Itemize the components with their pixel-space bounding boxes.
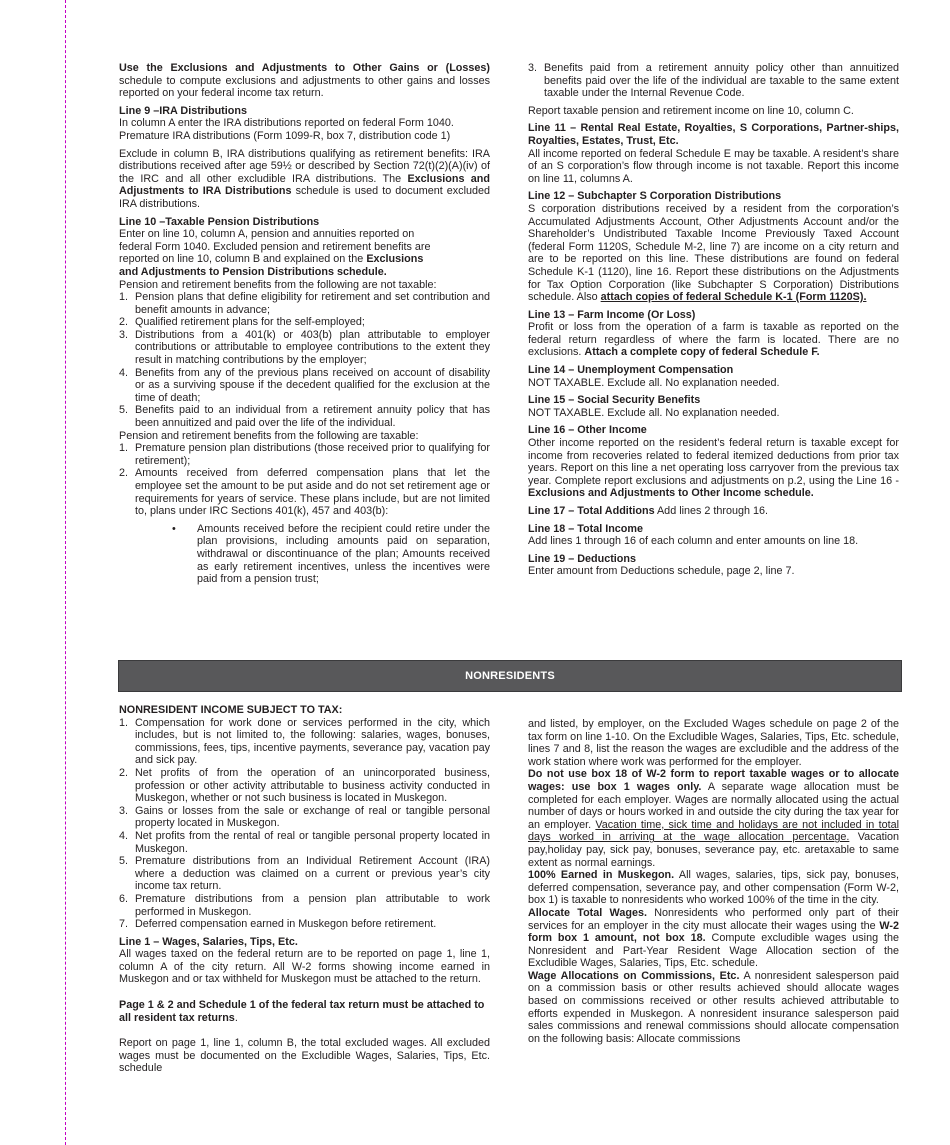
list-item: [119, 316, 490, 329]
list-text: Net profits of from the operation of an unincorporated business, profession or other activity attributable to business activity conducted in Muskegon, whether or not such business is located in Muskegon.: [135, 766, 490, 805]
bullet-text: Amounts received before the recipient could retire under the plan provisions, including amounts paid on separation, withdrawal or discontinuance of the plan; Amounts received as early retirement incentives, unless the incentives were paid from a pension trust;: [197, 522, 490, 586]
list-text: Deferred compensation earned in Muskegon before retirement.: [135, 918, 437, 931]
list-text: Distributions from a 401(k) or 403(b) plan attributable to employer contributions or attributable to employee contributions to the extent they result in matching contributions by the employer;: [135, 328, 490, 367]
list-number: 4.: [119, 829, 129, 842]
list-item: [119, 442, 490, 467]
commissions-paragraph: [528, 970, 899, 1046]
box18-bold: Do not use box 18 of W-2 form to report taxable wages or to allocate wages: use box 1 wages only.: [528, 768, 899, 793]
list-number: 3.: [528, 62, 538, 74]
box18-underline: Vacation time, sick time and holidays are not included in total days worked in arriving at the wage allocation percentage.: [528, 818, 899, 844]
list-item: [528, 62, 899, 100]
allocate-wages-text-b: Compute excludible wages using the Nonresident and Part-Year Resident Wage Allocation section of the Excludible Wages, Salaries, Tips, Etc. schedule.: [528, 932, 899, 970]
attach-note-period: .: [234, 1011, 238, 1024]
allocate-wages-text-a: Nonresidents who performed only part of their services for an employer in the city must allocate their wages using the: [528, 906, 899, 932]
list-item: [119, 291, 490, 316]
line18-heading: Line 18 – Total Income: [528, 522, 643, 535]
list-item: [119, 855, 490, 893]
line13-attach: Attach a complete copy of federal Schedule F.: [584, 346, 820, 359]
list-text: Amounts received from deferred compensation plans that let the employee set the amount to be put aside and do not set retirement age or requirements for years of service. These plans include, but are not limited to, plans under IRC Sections 401(k), 457 and 403(b):: [135, 467, 490, 518]
line16-heading: Line 16 – Other Income: [528, 424, 647, 437]
list-number: 6.: [119, 892, 129, 905]
line10-text-1d-bold: and Adjustments to Pension Distributions schedule.: [119, 265, 387, 278]
list-text: Compensation for work done or services performed in the city, which includes, but is not limited to, the following: salaries, wages, bonuses, commissions, fees, tips, incentive payments, severance pay, vacation pay and sick pay.: [135, 716, 490, 767]
line15-text: NOT TAXABLE. Exclude all. No explanation needed.: [528, 406, 780, 419]
line10-heading: Line 10 –Taxable Pension Distributions: [119, 215, 320, 228]
not-taxable-intro: Pension and retirement benefits from the following are not taxable:: [119, 278, 437, 291]
bottom-right-column: [528, 718, 899, 1045]
taxable-intro: Pension and retirement benefits from the following are taxable:: [119, 429, 419, 442]
list-item: [119, 717, 490, 767]
earned-100-paragraph: [528, 869, 899, 907]
line12-body: S corporation distributions received by a resident from the corporation’s Accumulated Adjustments Account, Other Adjustments Account and/or the Shareholder’s Undistributed Taxable Income Previously Taxed Account (federal Form 1120S, Schedule M-2, line 7) are income on a city return and are to be reported on this line. These distributions are found on federal Schedule K-1 (1120), line 16. Report these distributions on the Adjustments for Tax Option Corporation (like Subchapter S Corporation) Distributions schedule. Also: [528, 202, 899, 304]
list-text: Pension plans that define eligibility for retirement and set contribution and benefit amounts in advance;: [135, 291, 490, 316]
allocate-wages-bold: Allocate Total Wages.: [528, 906, 647, 919]
line10-text-1d: [119, 266, 490, 279]
bullet-item: [172, 522, 490, 586]
line19-heading: Line 19 – Deductions: [528, 552, 636, 565]
bottom-left-column: [119, 704, 490, 1075]
nonresident-income-list: [119, 717, 490, 931]
line9-text-2b: schedule is used to document excluded IRA distributions.: [119, 185, 490, 210]
intro-text: schedule to compute exclusions and adjustments to other gains and losses reported on your federal income tax return.: [119, 74, 490, 100]
line12-heading: Line 12 – Subchapter S Corporation Distributions: [528, 190, 782, 203]
line11-heading: Line 11 – Rental Real Estate, Royalties, S Corporations, Partner-ships, Royalties, Estates, Trust, Etc.: [528, 122, 899, 147]
line10-text-1b: federal Form 1040. Excluded pension and retirement benefits are: [119, 240, 431, 253]
attach-note: [119, 999, 490, 1024]
list-text: Benefits paid from a retirement annuity policy other than annuitized benefits paid over the life of the individual are taxable to the same extent taxable under the Internal Revenue Code.: [544, 62, 899, 100]
margin-guide-line: [65, 0, 66, 1145]
line10-text-1c-span: reported on line 10, column B and explained on the: [119, 253, 367, 266]
list-item: [119, 367, 490, 405]
top-left-column: [119, 62, 490, 586]
list-number: 2.: [119, 766, 129, 779]
list-item: [119, 404, 490, 429]
line13-body: Profit or loss from the operation of a farm is taxable as reported on the federal return regardless of where the farm is located. There are no exclusions.: [528, 321, 899, 359]
line9-text-1a: In column A enter the IRA distributions reported on federal Form 1040.: [119, 117, 454, 130]
line1-heading: Line 1 – Wages, Salaries, Tips, Etc.: [119, 935, 298, 948]
list-text: Premature distributions from an Individual Retirement Account (IRA) where a deduction was claimed on a current or previous year’s city income tax return.: [135, 855, 490, 893]
list-item: [119, 805, 490, 830]
earned-100-bold: 100% Earned in Muskegon.: [528, 869, 675, 882]
list-item: [119, 918, 490, 931]
line13-heading: Line 13 – Farm Income (Or Loss): [528, 308, 696, 321]
bullet-mark: •: [172, 522, 176, 535]
line1-text: All wages taxed on the federal return are to be reported on page 1, line 1, column A of the city return. All W-2 forms showing income earned in Muskegon and or tax withheld for Muskegon must be attached to the return.: [119, 948, 490, 986]
list-number: 2.: [119, 316, 129, 329]
allocate-wages-paragraph: [528, 907, 899, 970]
report-excluded-text: Report on page 1, line 1, column B, the total excluded wages. All excluded wages must be documented on the Excludible Wages, Salaries, Tips, Etc. schedule: [119, 1037, 490, 1075]
line9-text-2: [119, 148, 490, 211]
line11-text: All income reported on federal Schedule E may be taxable. A resident’s share of an S corporation’s flow through income is not taxable. Report this income on line 11, columns A.: [528, 147, 899, 185]
line12-attach: attach copies of federal Schedule K-1 (Form 1120S).: [600, 291, 867, 304]
box18-paragraph: [528, 768, 899, 869]
line13-text: [528, 321, 899, 359]
list-number: 5.: [119, 404, 129, 417]
earned-100-text: All wages, salaries, tips, sick pay, bonuses, deferred compensation, severance pay, and other compensation (Form W-2, box 1) is taxable to nonresidents who worked 100% of the time in the city.: [528, 869, 900, 907]
line16-bold: Exclusions and Adjustments to Other Income schedule.: [528, 487, 814, 500]
list-number: 5.: [119, 855, 129, 868]
list-item: [119, 467, 490, 517]
line10-text-1a: Enter on line 10, column A, pension and annuities reported on: [119, 228, 415, 241]
list-number: 4.: [119, 366, 129, 379]
list-number: 3.: [119, 328, 129, 341]
commissions-bold: Wage Allocations on Commissions, Etc.: [528, 969, 740, 982]
line9-text-2a: Exclude in column B, IRA distributions qualifying as retirement benefits: IRA distributions received after age 59½ or described by Section 72(t)(2)(A)(iv) of the IRC and all other excludible IRA distributions. The: [119, 147, 490, 185]
list-item: [119, 329, 490, 367]
line14-heading: Line 14 – Unemployment Compensation: [528, 364, 734, 377]
line9-heading: Line 9 –IRA Distributions: [119, 104, 247, 117]
excluded-wages-text: and listed, by employer, on the Excluded Wages schedule on page 2 of the tax form on line 1-10. On the Excludible Wages, Salaries, Tips, Etc. schedule, lines 7 and 8, list the reason the wages are excludible and the address of the work station where work was performed for the employer.: [528, 718, 899, 768]
nonresidents-banner: NONRESIDENTS: [118, 660, 902, 692]
list-item: [119, 830, 490, 855]
box18-text-a: A separate wage allocation must be completed for each employer. Wages are normally allocated using the actual number of days or hours worked in and outside the city during the tax year for an employer.: [528, 780, 899, 831]
line14-text: NOT TAXABLE. Exclude all. No explanation needed.: [528, 376, 780, 389]
list-text: Benefits from any of the previous plans received on account of disability or as a surviving spouse if the decedent qualified for the exclusion at the time of death;: [135, 366, 490, 404]
taxable-list-continued: [528, 62, 899, 100]
list-text: Net profits from the rental of real or tangible personal property located in Muskegon.: [135, 829, 490, 855]
line16-body: Other income reported on the resident’s federal return is taxable except for income from recoveries related to federal itemized deductions from prior tax years. Report on this line a net operating loss carryover from the previous tax year. Complete report exclusions and adjustments on p.2, using the Line 16 -: [528, 437, 899, 487]
nonresident-income-heading: NONRESIDENT INCOME SUBJECT TO TAX:: [119, 704, 343, 716]
box18-text-b: Vacation pay,holiday pay, sick pay, bonuses, severance pay, etc. aretaxable to same extent as normal earnings.: [528, 831, 899, 869]
line19-text: Enter amount from Deductions schedule, page 2, line 7.: [528, 565, 795, 578]
list-number: 3.: [119, 804, 129, 817]
line10-text-1c: [119, 253, 490, 266]
list-item: [119, 893, 490, 918]
line9-text-1b: Premature IRA distributions (Form 1099-R, box 7, distribution code 1): [119, 129, 451, 142]
list-text: Premature pension plan distributions (those received prior to qualifying for retirement);: [135, 442, 490, 467]
top-right-column: [528, 62, 899, 578]
list-text: Gains or losses from the sale or exchange of real or tangible personal property located in Muskegon.: [135, 804, 490, 830]
line16-text: [528, 437, 899, 500]
list-text: Benefits paid to an individual from a retirement annuity policy that has been annuitized and paid over the life of the individual.: [135, 404, 490, 430]
list-number: 1.: [119, 291, 129, 304]
line12-text: [528, 203, 899, 304]
line15-heading: Line 15 – Social Security Benefits: [528, 394, 701, 407]
intro-bold: Use the Exclusions and Adjustments to Other Gains or (Losses): [119, 62, 490, 74]
list-text: Qualified retirement plans for the self-employed;: [135, 316, 365, 329]
taxable-list: [119, 442, 490, 518]
line10-text-1c-bold: Exclusions: [366, 253, 424, 266]
line17-text: [528, 505, 899, 518]
list-number: 1.: [119, 442, 129, 455]
list-number: 7.: [119, 918, 129, 931]
not-taxable-list: [119, 291, 490, 430]
line17-heading: Line 17 – Total Additions: [528, 505, 655, 517]
report-line10-text: Report taxable pension and retirement income on line 10, column C.: [528, 104, 854, 117]
list-text: Premature distributions from a pension plan attributable to work performed in Muskegon.: [135, 892, 490, 918]
intro-paragraph: [119, 62, 490, 100]
line18-text: Add lines 1 through 16 of each column and enter amounts on line 18.: [528, 535, 859, 548]
allocate-wages-bold-2: W-2 form box 1 amount, not box 18.: [528, 919, 899, 945]
list-number: 2.: [119, 467, 129, 480]
attach-note-bold: Page 1 & 2 and Schedule 1 of the federal tax return must be attached to all resident tax returns: [119, 999, 485, 1024]
line9-text-2-bold: Exclusions and Adjustments to IRA Distributions: [119, 172, 491, 198]
commissions-text: A nonresident salesperson paid on a commission basis or other results achieved should allocate wages based on commissions received or other results achieved attributable to efforts expended in Muskegon. A nonresident insurance salesperson paid sales commissions and renewal commissions should allocate compensation on the following basis: Allocate commissions: [528, 969, 899, 1045]
list-number: 1.: [119, 716, 129, 729]
line17-body: Add lines 2 through 16.: [654, 505, 769, 517]
list-item: [119, 767, 490, 805]
